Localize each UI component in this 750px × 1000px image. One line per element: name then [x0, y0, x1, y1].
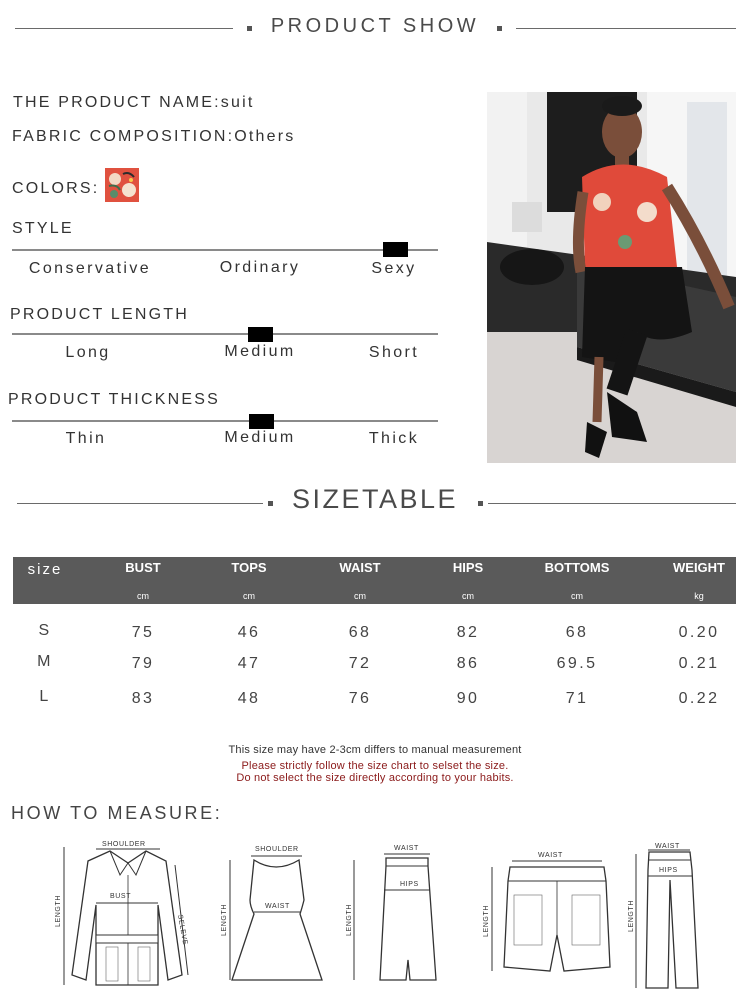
row-s-bust: 75	[131, 624, 155, 641]
col-tops: TOPS	[231, 560, 267, 575]
row-s-hips: 82	[456, 624, 480, 641]
colors-label: COLORS:	[12, 180, 100, 197]
shorts-length-label: LENGTH	[483, 905, 490, 937]
trousers-waist-label: WAIST	[655, 843, 680, 850]
row-m-tops: 47	[237, 655, 261, 672]
unit-bottoms: cm	[571, 591, 583, 601]
length-scale-line	[12, 333, 438, 335]
row-m-hips: 86	[456, 655, 480, 672]
style-option-ordinary: Ordinary	[219, 259, 301, 276]
row-s-weight: 0.20	[678, 624, 720, 641]
header-dot-right	[497, 26, 502, 31]
product-show-title: PRODUCT SHOW	[270, 15, 480, 37]
jacket-sleeve-label: SELEVE	[176, 914, 189, 946]
row-l-size: L	[39, 688, 51, 705]
shorts-waist-label: WAIST	[538, 852, 563, 859]
unit-tops: cm	[243, 591, 255, 601]
thickness-option-thick: Thick	[368, 430, 420, 447]
thickness-title: PRODUCT THICKNESS	[8, 391, 220, 408]
style-option-conservative: Conservative	[28, 260, 152, 277]
how-to-measure-title: HOW TO MEASURE:	[11, 803, 223, 823]
jacket-measure-figure	[48, 835, 198, 995]
thickness-option-thin: Thin	[65, 430, 107, 447]
dress-shoulder-label: SHOULDER	[255, 846, 299, 853]
dress-measure-figure	[214, 840, 334, 990]
trousers-hips-label: HIPS	[659, 867, 678, 874]
row-s-waist: 68	[348, 624, 372, 641]
row-m-waist: 72	[348, 655, 372, 672]
note-habits: Do not select the size directly according to your habits.	[236, 772, 514, 784]
length-option-short: Short	[368, 344, 420, 361]
row-m-bottoms: 69.5	[556, 655, 598, 672]
skirt-hips-label: HIPS	[400, 881, 419, 888]
row-l-tops: 48	[237, 690, 261, 707]
col-bust: BUST	[125, 560, 161, 575]
dress-waist-label: WAIST	[265, 903, 290, 910]
row-s-size: S	[38, 622, 52, 639]
thickness-option-medium: Medium	[224, 429, 296, 446]
row-l-weight: 0.22	[678, 690, 720, 707]
skirt-length-label: LENGTH	[346, 904, 353, 936]
row-s-bottoms: 68	[565, 624, 589, 641]
header-rule-right	[516, 28, 736, 29]
row-l-bust: 83	[131, 690, 155, 707]
note-follow-chart: Please strictly follow the size chart to selset the size.	[241, 760, 509, 772]
unit-hips: cm	[462, 591, 474, 601]
col-bottoms: BOTTOMS	[544, 560, 610, 575]
row-s-tops: 46	[237, 624, 261, 641]
product-photo	[487, 92, 736, 463]
shorts-measure-figure	[474, 845, 614, 985]
row-l-waist: 76	[348, 690, 372, 707]
thickness-scale-line	[12, 420, 438, 422]
col-size: size	[27, 561, 63, 578]
trousers-measure-figure	[624, 840, 704, 995]
length-option-long: Long	[65, 344, 111, 361]
skirt-waist-label: WAIST	[394, 845, 419, 852]
note-measurement: This size may have 2-3cm differs to manual measurement	[228, 744, 522, 756]
color-swatch[interactable]	[105, 168, 139, 202]
trousers-length-label: LENGTH	[628, 900, 635, 932]
thickness-selected-marker	[249, 414, 274, 429]
style-title: STYLE	[12, 220, 74, 237]
col-hips: HIPS	[452, 560, 484, 575]
fabric-composition: FABRIC COMPOSITION:Others	[12, 128, 296, 145]
row-m-size: M	[37, 653, 53, 670]
style-selected-marker	[383, 242, 408, 257]
sizetable-rule-right	[488, 503, 736, 504]
row-l-bottoms: 71	[565, 690, 589, 707]
row-m-bust: 79	[131, 655, 155, 672]
sizetable-dot-right	[478, 501, 483, 506]
length-option-medium: Medium	[224, 343, 296, 360]
product-name: THE PRODUCT NAME:suit	[13, 94, 255, 111]
jacket-shoulder-label: SHOULDER	[102, 841, 146, 848]
length-title: PRODUCT LENGTH	[10, 306, 189, 323]
dress-length-label: LENGTH	[221, 904, 228, 936]
skirt-measure-figure	[344, 840, 444, 990]
jacket-length-label: LENGTH	[55, 895, 62, 927]
length-selected-marker	[248, 327, 273, 342]
style-option-sexy: Sexy	[371, 260, 417, 277]
row-m-weight: 0.21	[678, 655, 720, 672]
col-waist: WAIST	[339, 560, 381, 575]
jacket-bust-label: BUST	[110, 893, 132, 900]
unit-bust: cm	[137, 591, 149, 601]
sizetable-title: SIZETABLE	[291, 484, 459, 514]
col-weight: WEIGHT	[673, 560, 725, 575]
style-scale-line	[12, 249, 438, 251]
unit-weight: kg	[694, 591, 704, 601]
unit-waist: cm	[354, 591, 366, 601]
row-l-hips: 90	[456, 690, 480, 707]
